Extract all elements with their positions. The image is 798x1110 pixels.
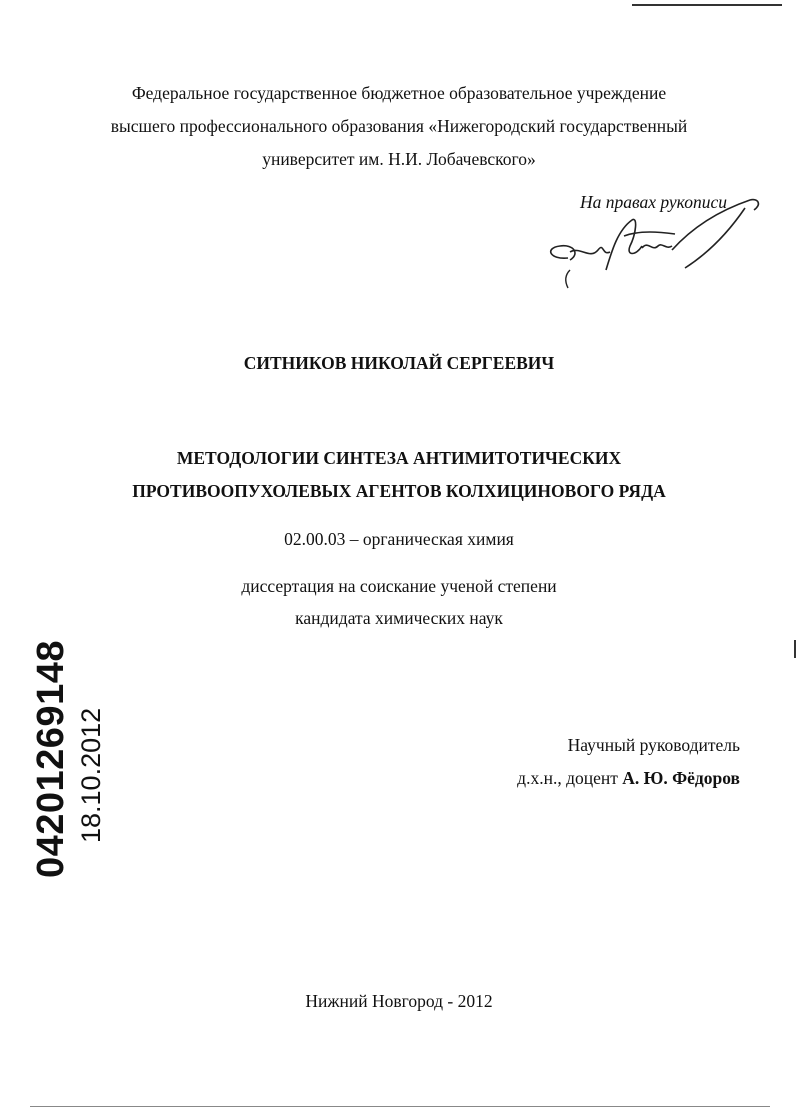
scan-mark-top [632, 4, 782, 6]
title-line-2: ПРОТИВООПУХОЛЕВЫХ АГЕНТОВ КОЛХИЦИНОВОГО РЯДА [132, 481, 666, 501]
supervisor-rank: д.х.н., доцент [517, 768, 618, 788]
degree-line-2: кандидата химических наук [295, 608, 503, 628]
signature-icon [540, 190, 770, 290]
scan-mark-bottom [30, 1106, 770, 1107]
degree-line-1: диссертация на соискание ученой степени [241, 576, 557, 596]
place-year: Нижний Новгород - 2012 [305, 991, 493, 1011]
specialty: 02.00.03 – органическая химия [284, 529, 514, 549]
registration-date-stamp: 18.10.2012 [76, 707, 106, 843]
supervisor-name: А. Ю. Фёдоров [622, 768, 740, 788]
title-line-1: МЕТОДОЛОГИИ СИНТЕЗА АНТИМИТОТИЧЕСКИХ [176, 448, 622, 468]
institution-line-2: высшего профессионального образования «Нижегородский государственный [110, 116, 688, 136]
manuscript-note: На правах рукописи [580, 192, 727, 212]
supervisor-label: Научный руководитель [567, 735, 740, 755]
institution-line-3: университет им. Н.И. Лобачевского» [262, 149, 536, 169]
scan-mark-right [794, 640, 796, 658]
author-name: СИТНИКОВ НИКОЛАЙ СЕРГЕЕВИЧ [243, 353, 555, 373]
institution-line-1: Федеральное государственное бюджетное образовательное учреждение [131, 83, 667, 103]
registration-number-stamp: 04201269148 [30, 640, 72, 878]
supervisor-credentials [517, 768, 740, 789]
